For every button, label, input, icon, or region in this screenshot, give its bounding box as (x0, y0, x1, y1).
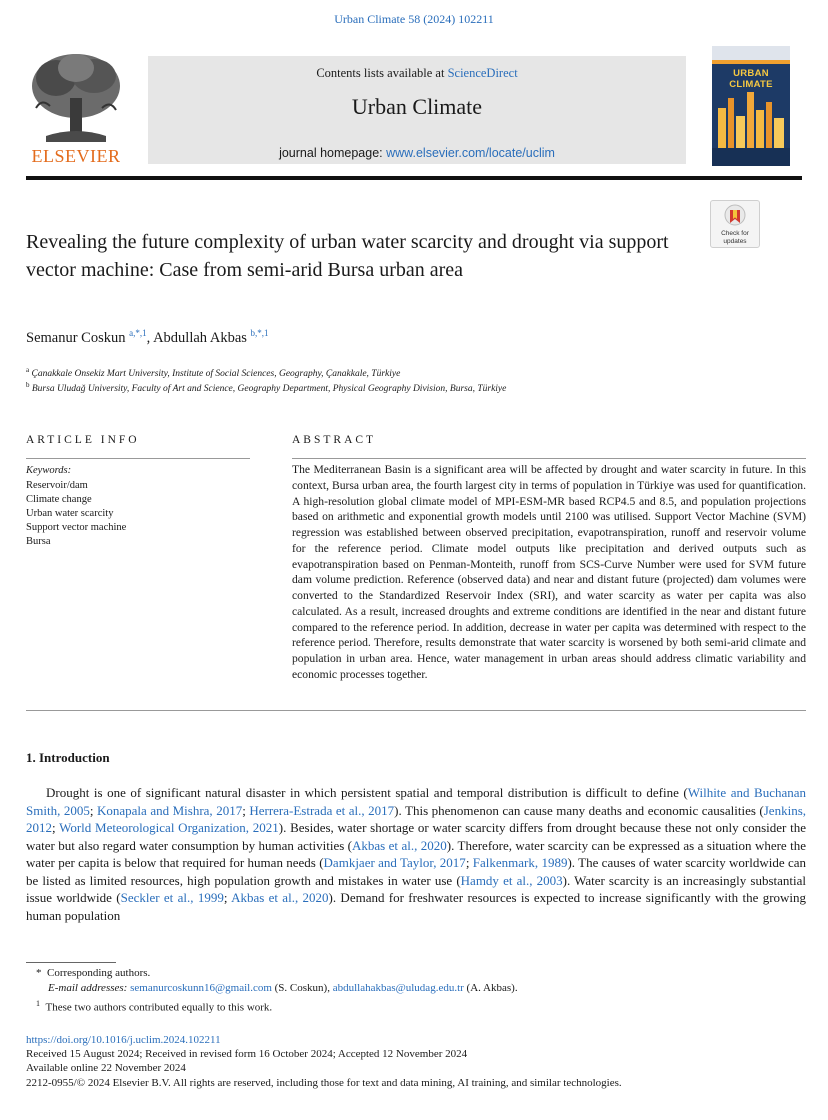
abstract-text: The Mediterranean Basin is a significant area will be affected by drought and water scarcity in future. In this context, Bursa urban area, the fourth largest city in terms of population in Türkiye was used for quantification. A high-resolution global climate model of MPI-ESM-MR based RCP4.5 and 8.5, and population projections based on arithmetic and exponential growth models until 2100 was utilised. Support Vector Machine (SVM) regression was established between observed precipitation, evapotranspiration, runoff and reservoir volume for the reference period. Climate model outputs like precipitation and derived outputs such as evapotranspiration based on Penman-Monteith, runoff from SCS-Curve Number were used for SVM future dam volume prediction. Reference (observed data) and near and distant future (projected) dam volumes were converted to the Standardized Reservoir Index (SRI), and water scarcity as water per capita was also calculated. As a result, increased droughts and extreme conditions are identified in the near and distant future compared to the reference period. In addition, decrease in water per capita was determined with respect to the reference period. Therefore, results demonstrate that water scarcity is worsened by both semi-arid climate and population in urban area. Hence, water management in urban areas should address climatic variability and economic processes together. (292, 463, 806, 681)
affiliation-text: Bursa Uludağ University, Faculty of Art and Science, Geography Department, Physical Geography Division, Bursa, Türkiye (31, 384, 507, 395)
email-owner: (A. Akbas). (463, 982, 518, 994)
footnote-emails (26, 981, 518, 996)
keyword: Reservoir/dam (26, 480, 88, 491)
paragraph-text: Drought is one of significant natural disaster in which persistent spatial and temporal distribution is difficult to define ( (46, 785, 688, 800)
keyword: Climate change (26, 494, 92, 505)
affiliation-mark: b (26, 381, 30, 389)
citation-link[interactable]: Jenkins, 2012 (26, 802, 806, 835)
article-info-rule (26, 458, 250, 459)
paragraph-text: ). Demand for freshwater resources is expected to increase significantly with the growing human population (26, 890, 807, 923)
cover-skyline-icon (712, 46, 790, 166)
sciencedirect-link[interactable]: ScienceDirect (447, 66, 518, 80)
email-label: E-mail addresses: (48, 982, 128, 994)
keyword: Bursa (26, 536, 51, 547)
keywords-list (26, 479, 126, 549)
homepage-link[interactable]: www.elsevier.com/locate/uclim (386, 146, 555, 160)
author-name[interactable]: Abdullah Akbas (153, 329, 247, 346)
check-updates-icon (724, 204, 746, 228)
citation-link[interactable]: Akbas et al., 2020 (352, 837, 447, 853)
elsevier-logo[interactable] (26, 48, 126, 166)
author-marks[interactable]: a,*,1 (129, 328, 147, 338)
paragraph-text: ). The causes of water scarcity worldwide can be listed as limited resources, high population growth and mistakes in water use ( (26, 855, 807, 888)
elsevier-tree-icon (26, 48, 126, 166)
corresponding-text: Corresponding authors. (47, 967, 151, 979)
email-link[interactable]: abdullahakbas@uludag.edu.tr (332, 982, 464, 994)
masthead-panel (148, 56, 686, 164)
publication-info (26, 1033, 622, 1090)
author-name[interactable]: Semanur Coskun (26, 329, 126, 346)
footnote-corresponding: * Corresponding authors. (36, 967, 151, 979)
footnote-rule (26, 962, 116, 963)
citation-link[interactable]: Wilhite and Buchanan Smith, 2005 (26, 785, 807, 818)
abstract-bottom-rule (26, 710, 806, 711)
footnote-equal-contribution: $^1$ These two authors contributed equally to this work. (36, 999, 273, 1014)
affiliation-text: Çanakkale Onsekiz Mart University, Institute of Social Sciences, Geography, Çanakkale, Türkiye (31, 369, 401, 380)
author-separator: , (146, 329, 154, 346)
affiliation (26, 366, 400, 379)
abstract-rule (292, 458, 806, 459)
copyright: 2212-0955/© 2024 Elsevier B.V. All rights are reserved, including those for text and data mining, AI training, and similar technologies. (26, 1076, 622, 1089)
citation-link[interactable]: World Meteorological Organization, 2021 (59, 820, 279, 835)
paragraph-text: ; (89, 802, 97, 818)
abstract-heading: ABSTRACT (292, 434, 377, 446)
introduction-paragraph (26, 784, 806, 924)
paragraph-text: ). Besides, water shortage or water scarcity differs from drought because these not only consider the water but also regard water consumption by human activities ( (26, 820, 806, 853)
cover-title: URBAN CLIMATE (729, 68, 773, 90)
author-marks[interactable]: b,*,1 (250, 328, 269, 338)
citation-link[interactable]: Falkenmark, 1989 (472, 855, 568, 870)
contents-prefix: Contents lists available at (316, 66, 448, 80)
paragraph-text: ; (465, 855, 473, 870)
journal-homepage (148, 146, 686, 161)
equal-contribution-text: These two authors contributed equally to this work. (45, 1001, 273, 1014)
citation-link[interactable]: Konapala and Mishra, 2017 (96, 802, 243, 818)
email-owner: (S. Coskun), (271, 982, 333, 994)
email-link[interactable]: semanurcoskunn16@gmail.com (130, 982, 272, 994)
citation-link[interactable]: Akbas et al., 2020 (231, 890, 329, 905)
footnotes (26, 966, 518, 1016)
author-list (26, 328, 269, 347)
citation-link[interactable]: Herrera-Estrada et al., 2017 (249, 802, 395, 818)
check-for-updates-button[interactable] (710, 200, 760, 248)
paragraph-text: ; (242, 802, 250, 818)
paragraph-text: ; (223, 890, 232, 905)
check-updates-label: Check for updates (721, 230, 749, 245)
paragraph-text: ). Water scarcity is an increasingly substantial issue worldwide ( (26, 872, 806, 905)
keyword: Support vector machine (26, 522, 127, 533)
affiliation-mark: a (26, 366, 30, 374)
citation-link[interactable]: Seckler et al., 1999 (120, 890, 224, 905)
article-info-heading: ARTICLE INFO (26, 434, 140, 446)
paragraph-text: ). Therefore, water scarcity can be expressed as a situation where the water per capita is below that required for human needs ( (26, 837, 806, 870)
section-heading-introduction: 1. Introduction (26, 750, 110, 765)
contents-line (148, 66, 686, 81)
citation-link[interactable]: Hamdy et al., 2003 (460, 872, 563, 888)
doi-link[interactable]: https://doi.org/10.1016/j.uclim.2024.102211 (26, 1034, 221, 1046)
available-online: Available online 22 November 2024 (26, 1062, 186, 1075)
keywords-label: Keywords: (26, 465, 72, 476)
paragraph-text: ; (52, 820, 60, 835)
journal-title: Urban Climate (351, 94, 483, 119)
article-title: Revealing the future complexity of urban water scarcity and drought via support vector machine: Case from semi-arid Bursa urban area (26, 231, 669, 281)
received-dates: Received 15 August 2024; Received in revised form 16 October 2024; Accepted 12 November 2024 (26, 1048, 468, 1061)
keyword: Urban water scarcity (26, 508, 114, 519)
paragraph-text: ). This phenomenon can cause many deaths and economic causalities ( (394, 802, 764, 818)
homepage-prefix: journal homepage: (279, 146, 387, 160)
masthead-divider (26, 176, 802, 180)
citation-link[interactable]: Damkjaer and Taylor, 2017 (323, 855, 466, 870)
journal-cover[interactable] (712, 46, 790, 166)
journal-reference[interactable]: Urban Climate 58 (2024) 102211 (334, 12, 494, 26)
masthead (26, 46, 802, 174)
elsevier-wordmark: ELSEVIER (31, 146, 121, 166)
affiliation (26, 381, 506, 394)
